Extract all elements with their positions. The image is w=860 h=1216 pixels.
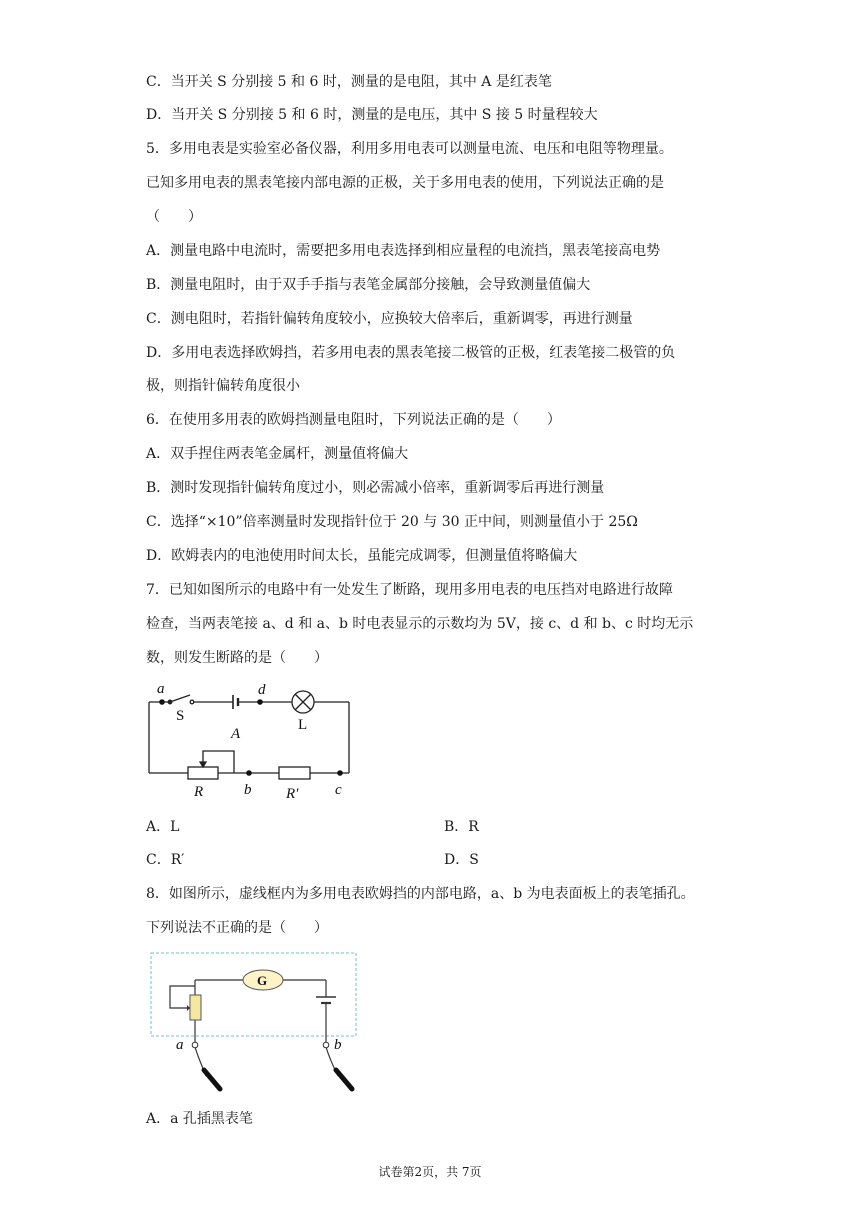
q8-stem-line2: 下列说法不正确的是（ ） (146, 920, 328, 936)
q8-option-a: A．a 孔插黑表笔 (146, 1111, 253, 1127)
q6-stem: 6．在使用多用表的欧姆挡测量电阻时，下列说法正确的是（ ） (146, 412, 561, 428)
label-a: a (176, 1037, 184, 1053)
q8-stem-line1: 8．如图所示，虚线框内为多用电表欧姆挡的内部电路，a、b 为电表面板上的表笔插孔。 (146, 886, 695, 902)
q6-option-c: C．选择“×10”倍率测量时发现指针位于 20 与 30 正中间，则测量值小于 25Ω (146, 514, 638, 530)
label-b: b (334, 1037, 342, 1053)
q5-option-a: A．测量电路中电流时，需要把多用电表选择到相应量程的电流挡，黑表笔接高电势 (146, 243, 661, 259)
q5-option-b: B．测量电阻时，由于双手手指与表笔金属部分接触，会导致测量值偏大 (146, 277, 591, 293)
node-a (159, 699, 165, 705)
q6-option-a: A．双手捏住两表笔金属杆，测量值将偏大 (146, 446, 409, 462)
label-G: G (257, 973, 268, 988)
q7-option-a: A．L (146, 819, 180, 835)
label-L: L (298, 717, 308, 733)
probe-b-icon (336, 1070, 352, 1089)
q7-option-d: D．S (444, 852, 479, 868)
label-R-prime: R′ (286, 786, 299, 802)
label-S: S (176, 708, 185, 724)
q5-option-d-line2: 极，则指针偏转角度很小 (146, 378, 300, 394)
label-a: a (157, 681, 165, 697)
q4-option-d: D．当开关 S 分别接 5 和 6 时，测量的是电压，其中 S 接 5 时量程较大 (146, 107, 598, 123)
q8-ohmmeter-diagram (146, 950, 364, 1092)
q5-stem-line2: 已知多用电表的黑表笔接内部电源的正极，关于多用电表的使用，下列说法正确的是 (146, 175, 664, 191)
q5-stem-line1: 5．多用电表是实验室必备仪器，利用多用电表可以测量电流、电压和电阻等物理量。 (146, 141, 673, 157)
q5-option-d-line1: D．多用电表选择欧姆挡，若多用电表的黑表笔接二极管的正极，红表笔接二极管的负 (146, 345, 676, 361)
q7-option-c: C．R′ (146, 852, 185, 868)
terminal-b (323, 1042, 329, 1048)
q7-stem-line2: 检查，当两表笔接 a、d 和 a、b 时电表显示的示数均为 5V，接 c、d 和 b、c 时均无示 (146, 616, 694, 632)
label-d: d (258, 682, 266, 698)
label-R: R (194, 784, 204, 800)
label-b: b (244, 782, 252, 798)
q4-option-c: C．当开关 S 分别接 5 和 6 时，测量的是电阻，其中 A 是红表笔 (146, 74, 552, 90)
node-b (246, 770, 252, 776)
terminal-a (192, 1042, 198, 1048)
q5-option-c: C．测电阻时，若指针偏转角度较小，应换较大倍率后，重新调零，再进行测量 (146, 311, 633, 327)
node-c (337, 770, 343, 776)
node-d (257, 699, 263, 705)
q7-circuit-diagram (140, 678, 370, 808)
q7-stem-line3: 数，则发生断路的是（ ） (146, 650, 328, 666)
q7-option-b: B．R (444, 819, 479, 835)
q6-option-d: D．欧姆表内的电池使用时间太长，虽能完成调零，但测量值将略偏大 (146, 548, 578, 564)
label-c: c (335, 782, 342, 798)
q7-stem-line1: 7．已知如图所示的电路中有一处发生了断路，现用多用电表的电压挡对电路进行故障 (146, 582, 673, 598)
q6-option-b: B．测时发现指针偏转角度过小，则必需减小倍率，重新调零后再进行测量 (146, 480, 605, 496)
probe-a-icon (204, 1070, 220, 1089)
label-A: A (231, 726, 241, 742)
q5-answer-bracket: （ ） (146, 209, 202, 225)
page-footer: 试卷第2页，共 7页 (378, 1165, 482, 1179)
